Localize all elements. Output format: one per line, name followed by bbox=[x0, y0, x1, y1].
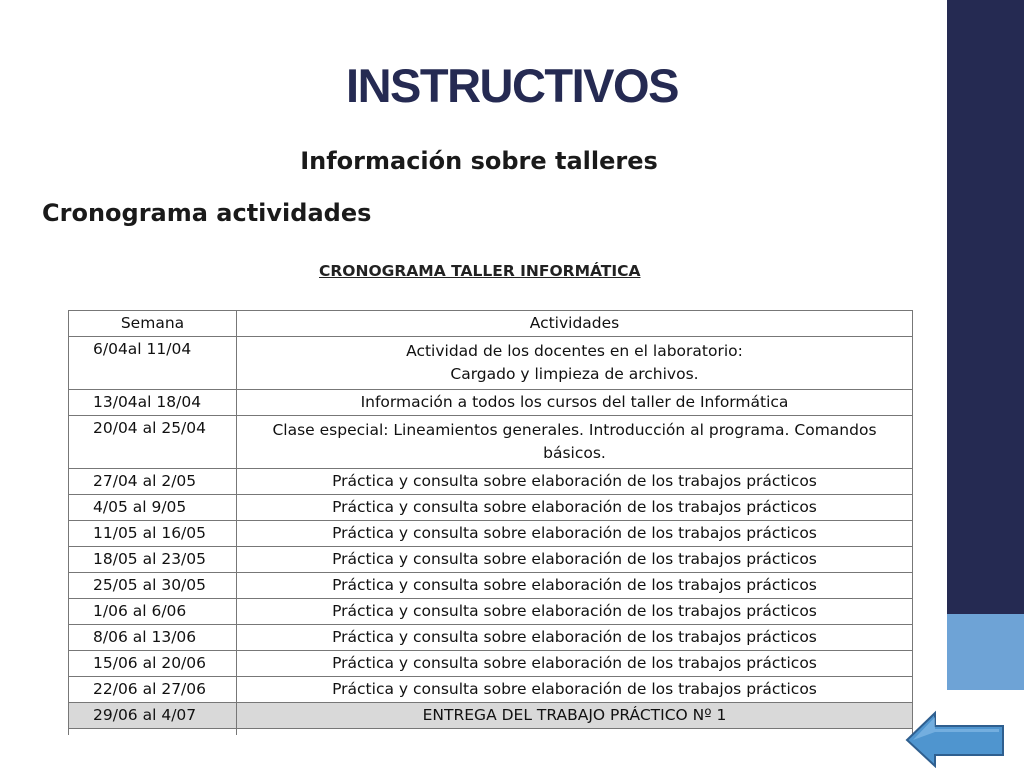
table-row-delivery bbox=[69, 703, 913, 729]
week-cell: 6/04al 11/04 bbox=[69, 337, 237, 390]
week-cell: 11/05 al 16/05 bbox=[69, 521, 237, 547]
activity-line: Clase especial: Lineamientos generales. Introducción al programa. Comandos bbox=[272, 421, 877, 439]
table-row bbox=[69, 651, 913, 677]
week-cell: 20/04 al 25/04 bbox=[69, 416, 237, 469]
activity-cell: Práctica y consulta sobre elaboración de los trabajos prácticos bbox=[237, 625, 913, 651]
header-activities: Actividades bbox=[237, 311, 913, 337]
activity-line: Cargado y limpieza de archivos. bbox=[450, 365, 699, 383]
table-title: CRONOGRAMA TALLER INFORMÁTICA bbox=[319, 262, 641, 280]
activity-cell: ENTREGA DEL TRABAJO PRÁCTICO Nº 1 bbox=[237, 703, 913, 729]
week-cell: 1/06 al 6/06 bbox=[69, 599, 237, 625]
section-heading: Cronograma actividades bbox=[42, 199, 372, 227]
schedule-table bbox=[68, 310, 913, 755]
slide-subtitle: Información sobre talleres bbox=[300, 147, 658, 175]
table-row bbox=[69, 547, 913, 573]
slide-title: INSTRUCTIVOS bbox=[346, 59, 678, 112]
activity-cell bbox=[237, 337, 913, 390]
activity-cell: Práctica y consulta sobre elaboración de los trabajos prácticos bbox=[237, 521, 913, 547]
activity-cell: Práctica y consulta sobre elaboración de los trabajos prácticos bbox=[237, 651, 913, 677]
activity-cell: Práctica y consulta sobre elaboración de los trabajos prácticos bbox=[237, 573, 913, 599]
week-cell: 13/04al 18/04 bbox=[69, 390, 237, 416]
activity-line: básicos. bbox=[543, 444, 606, 462]
week-cell: 8/06 al 13/06 bbox=[69, 625, 237, 651]
table-clip-mask bbox=[60, 735, 930, 768]
table-row bbox=[69, 390, 913, 416]
table-row bbox=[69, 521, 913, 547]
week-cell: 27/04 al 2/05 bbox=[69, 469, 237, 495]
back-button[interactable] bbox=[905, 710, 1009, 768]
side-accent-block bbox=[947, 614, 1024, 690]
activity-line: Actividad de los docentes en el laboratorio: bbox=[406, 342, 743, 360]
activity-cell: Práctica y consulta sobre elaboración de los trabajos prácticos bbox=[237, 677, 913, 703]
week-cell: 22/06 al 27/06 bbox=[69, 677, 237, 703]
week-cell: 18/05 al 23/05 bbox=[69, 547, 237, 573]
table-row bbox=[69, 416, 913, 469]
activity-cell bbox=[237, 416, 913, 469]
activity-cell: Práctica y consulta sobre elaboración de los trabajos prácticos bbox=[237, 599, 913, 625]
week-cell: 29/06 al 4/07 bbox=[69, 703, 237, 729]
week-cell: 4/05 al 9/05 bbox=[69, 495, 237, 521]
arrow-left-icon bbox=[905, 710, 1009, 768]
week-cell: 25/05 al 30/05 bbox=[69, 573, 237, 599]
activity-cell: Información a todos los cursos del taller de Informática bbox=[237, 390, 913, 416]
header-week: Semana bbox=[69, 311, 237, 337]
table-row bbox=[69, 599, 913, 625]
activity-cell: Práctica y consulta sobre elaboración de los trabajos prácticos bbox=[237, 547, 913, 573]
table-row bbox=[69, 677, 913, 703]
table-row bbox=[69, 573, 913, 599]
table-row bbox=[69, 495, 913, 521]
table-row bbox=[69, 625, 913, 651]
table-header-row bbox=[69, 311, 913, 337]
table-row bbox=[69, 337, 913, 390]
activity-cell: Práctica y consulta sobre elaboración de los trabajos prácticos bbox=[237, 495, 913, 521]
activity-cell: Práctica y consulta sobre elaboración de los trabajos prácticos bbox=[237, 469, 913, 495]
table-row bbox=[69, 469, 913, 495]
week-cell: 15/06 al 20/06 bbox=[69, 651, 237, 677]
